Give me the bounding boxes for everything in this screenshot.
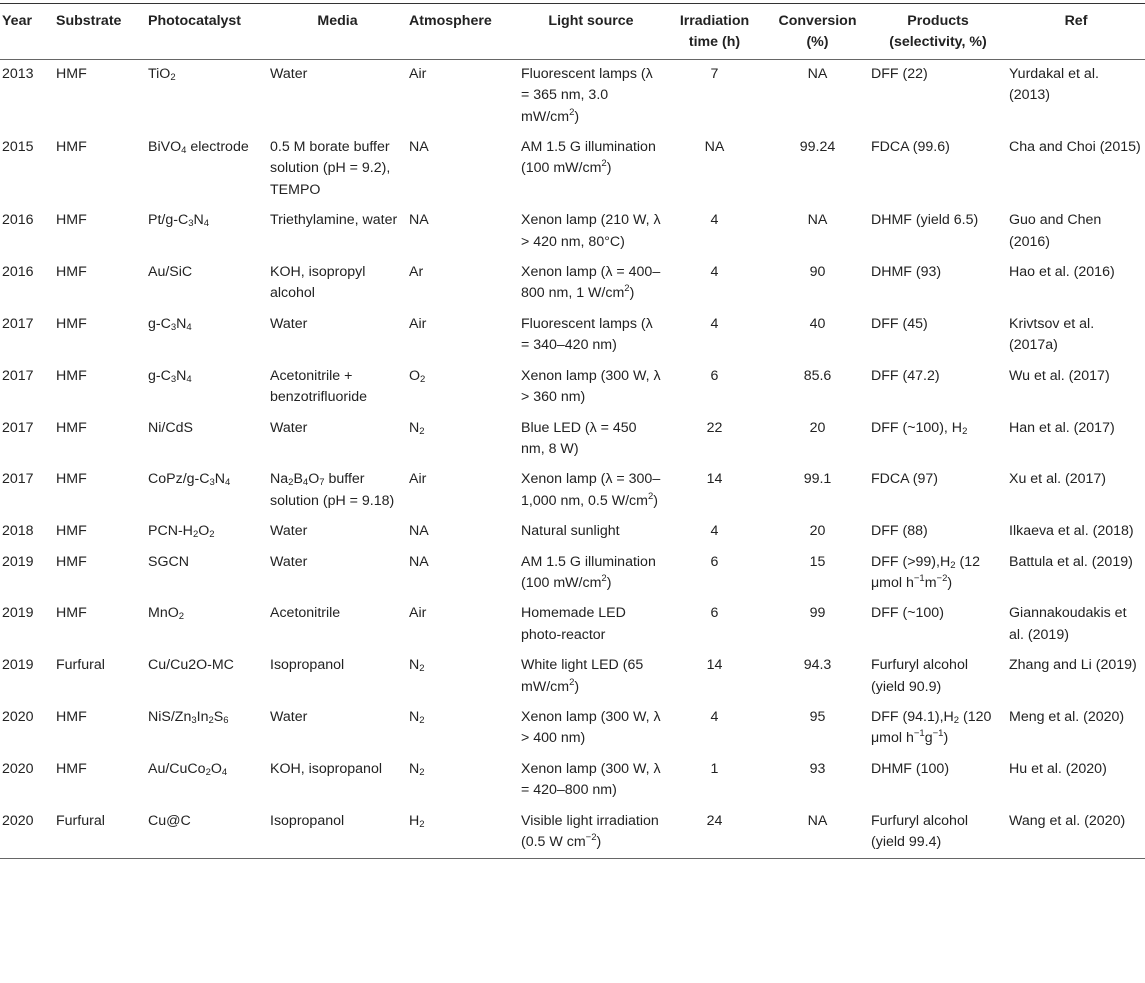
cell-light-source: Xenon lamp (λ = 300–1,000 nm, 0.5 $W/cm^2$) xyxy=(521,471,661,509)
cell-media: KOH, isopropanol xyxy=(270,760,382,777)
cell-conversion: 99.1 xyxy=(803,471,832,488)
cell-products: DHMF (100) xyxy=(871,760,950,777)
cell-products: DHMF (yield 6.5) xyxy=(871,212,979,229)
cell-light-source: AM 1.5 G illumination (100 $mW/cm^2$) xyxy=(521,139,656,177)
cell-substrate: HMF xyxy=(56,553,87,570)
cell-year: 2016 xyxy=(2,264,34,281)
cell-irradiation-time: 6 xyxy=(710,605,719,622)
cell-photocatalyst: MnO$_2$ xyxy=(148,605,185,623)
cell-light-source: Xenon lamp (210 W, λ > 420 nm, 80°C) xyxy=(521,212,661,250)
cell-photocatalyst: $g-C_3N_4$ xyxy=(148,315,192,333)
cell-conversion: 15 xyxy=(809,553,826,570)
cell-substrate: HMF xyxy=(56,212,87,229)
cell-ref: Battula et al. (2019) xyxy=(1009,553,1133,570)
cell-year: 2017 xyxy=(2,471,34,488)
cell-year: 2020 xyxy=(2,812,34,829)
header-row xyxy=(0,4,1145,60)
table-row xyxy=(0,414,1145,466)
header-media: Media xyxy=(317,13,358,29)
cell-irradiation-time: 4 xyxy=(710,212,719,229)
cell-conversion: 99.24 xyxy=(799,139,836,156)
header-year: Year xyxy=(2,13,32,29)
cell-ref: Xu et al. (2017) xyxy=(1009,471,1107,488)
cell-year: 2013 xyxy=(2,65,34,82)
cell-photocatalyst: BiVO$_4$ electrode xyxy=(148,139,249,157)
header-products: Products (selectivity, %) xyxy=(889,13,987,51)
cell-light-source: Xenon lamp (300 W, λ > 400 nm) xyxy=(521,708,661,747)
cell-atmosphere: Ar xyxy=(409,264,424,281)
cell-conversion: NA xyxy=(807,812,828,829)
cell-ref: Hao et al. (2016) xyxy=(1009,264,1115,281)
cell-substrate: HMF xyxy=(56,708,87,725)
cell-ref: Cha and Choi (2015) xyxy=(1009,139,1141,156)
cell-irradiation-time: 6 xyxy=(710,367,719,384)
cell-media: 0.5 M borate buffer solution (pH = 9.2), TEMPO xyxy=(270,139,391,198)
table-row xyxy=(0,465,1145,517)
cell-atmosphere: NA xyxy=(409,139,429,156)
cell-atmosphere: $O_2$ xyxy=(409,367,426,385)
cell-light-source: Visible light irradiation (0.5 W $cm^{-2}$) xyxy=(521,812,659,850)
table-row xyxy=(0,807,1145,859)
cell-year: 2015 xyxy=(2,139,34,156)
cell-conversion: 94.3 xyxy=(803,657,832,674)
table-row xyxy=(0,59,1145,133)
table-row xyxy=(0,206,1145,258)
cell-ref: Han et al. (2017) xyxy=(1009,419,1115,436)
cell-ref: Giannakoudakis et al. (2019) xyxy=(1009,605,1127,643)
header-ref: Ref xyxy=(1064,13,1088,29)
cell-atmosphere: Air xyxy=(409,605,427,622)
cell-light-source: Fluorescent lamps (λ = 365 nm, 3.0 $mW/cm^2$) xyxy=(521,65,653,125)
cell-photocatalyst: Cu@C xyxy=(148,812,191,829)
cell-irradiation-time: 4 xyxy=(710,264,719,281)
cell-atmosphere: $N_2$ xyxy=(409,708,425,726)
cell-substrate: HMF xyxy=(56,139,87,156)
cell-media: Triethylamine, water xyxy=(270,212,398,229)
cell-substrate: HMF xyxy=(56,605,87,622)
cell-substrate: Furfural xyxy=(56,812,105,829)
cell-conversion: 20 xyxy=(809,523,826,540)
cell-media: $Na_2B_4O_7$ buffer solution (pH = 9.18) xyxy=(270,471,395,509)
cell-products: DFF $(94.1),H_2$ (120 μmol $h^{-1}g^{-1}$) xyxy=(871,708,992,747)
cell-media: Water xyxy=(270,419,308,436)
cell-substrate: HMF xyxy=(56,65,87,82)
cell-media: Water xyxy=(270,708,308,725)
cell-light-source: Natural sunlight xyxy=(521,523,620,540)
cell-irradiation-time: 6 xyxy=(710,553,719,570)
cell-products: DFF $(>99),H_2$ (12 μmol $h^{-1}m^{-2}$) xyxy=(871,553,980,591)
cell-atmosphere: Air xyxy=(409,471,427,488)
cell-media: Water xyxy=(270,523,308,540)
cell-conversion: NA xyxy=(807,212,828,229)
cell-light-source: Fluorescent lamps (λ = 340–420 nm) xyxy=(521,315,653,354)
table-row xyxy=(0,651,1145,703)
table-row xyxy=(0,599,1145,651)
table-row xyxy=(0,517,1145,547)
cell-conversion: 40 xyxy=(809,315,826,332)
cell-products: Furfuryl alcohol (yield 90.9) xyxy=(871,657,968,695)
table-row xyxy=(0,258,1145,310)
cell-irradiation-time: NA xyxy=(704,139,725,156)
cell-irradiation-time: 14 xyxy=(706,657,723,674)
cell-substrate: HMF xyxy=(56,760,87,777)
cell-substrate: HMF xyxy=(56,315,87,332)
cell-year: 2016 xyxy=(2,212,34,229)
cell-media: Acetonitrile + benzotrifluoride xyxy=(270,367,368,406)
cell-atmosphere: NA xyxy=(409,523,429,540)
cell-atmosphere: NA xyxy=(409,212,429,229)
cell-year: 2017 xyxy=(2,315,34,332)
cell-products: DFF (47.2) xyxy=(871,367,940,384)
cell-media: KOH, isopropyl alcohol xyxy=(270,264,366,302)
cell-conversion: 20 xyxy=(809,419,826,436)
header-photocatalyst: Photocatalyst xyxy=(148,13,242,29)
cell-conversion: NA xyxy=(807,65,828,82)
cell-photocatalyst: $Au/CuCo_2O_4$ xyxy=(148,760,228,778)
table-row xyxy=(0,133,1145,206)
cell-light-source: AM 1.5 G illumination (100 $mW/cm^2$) xyxy=(521,553,656,591)
cell-substrate: HMF xyxy=(56,419,87,436)
cell-substrate: HMF xyxy=(56,264,87,281)
cell-photocatalyst: Cu/Cu2O-MC xyxy=(148,657,234,674)
table-body xyxy=(0,59,1145,859)
cell-light-source: White light LED (65 $mW/cm^2$) xyxy=(521,657,644,695)
cell-irradiation-time: 4 xyxy=(710,708,719,725)
cell-atmosphere: Air xyxy=(409,65,427,82)
header-atmosphere: Atmosphere xyxy=(409,13,492,29)
cell-irradiation-time: 24 xyxy=(706,812,723,829)
cell-irradiation-time: 7 xyxy=(710,65,719,82)
cell-year: 2020 xyxy=(2,708,34,725)
cell-products: FDCA (99.6) xyxy=(871,139,950,156)
cell-year: 2020 xyxy=(2,760,34,777)
cell-photocatalyst: NiS/$Zn_3In_2S_6$ xyxy=(148,708,229,726)
cell-products: DFF (45) xyxy=(871,315,928,332)
cell-conversion: 99 xyxy=(809,605,826,622)
cell-atmosphere: Air xyxy=(409,315,427,332)
cell-irradiation-time: 1 xyxy=(710,760,719,777)
table-row xyxy=(0,755,1145,807)
cell-ref: Ilkaeva et al. (2018) xyxy=(1009,523,1134,540)
table-row xyxy=(0,310,1145,362)
data-table xyxy=(0,3,1145,859)
cell-atmosphere: $N_2$ xyxy=(409,760,425,778)
cell-irradiation-time: 14 xyxy=(706,471,723,488)
cell-atmosphere: $H_2$ xyxy=(409,812,425,830)
cell-products: Furfuryl alcohol (yield 99.4) xyxy=(871,812,968,850)
cell-light-source: Xenon lamp (300 W, λ = 420–800 nm) xyxy=(521,760,661,799)
table-row xyxy=(0,362,1145,414)
cell-irradiation-time: 4 xyxy=(710,315,719,332)
cell-ref: Krivtsov et al. (2017a) xyxy=(1009,315,1095,354)
cell-conversion: 90 xyxy=(809,264,826,281)
cell-ref: Guo and Chen (2016) xyxy=(1009,212,1102,250)
cell-substrate: Furfural xyxy=(56,657,105,674)
cell-light-source: Xenon lamp (300 W, λ > 360 nm) xyxy=(521,367,661,406)
cell-photocatalyst: TiO$_2$ xyxy=(148,65,176,83)
cell-ref: Hu et al. (2020) xyxy=(1009,760,1107,777)
cell-year: 2018 xyxy=(2,523,34,540)
cell-media: Water xyxy=(270,553,308,570)
header-substrate: Substrate xyxy=(56,13,122,29)
cell-year: 2019 xyxy=(2,657,34,674)
cell-photocatalyst: PCN-$H_2O_2$ xyxy=(148,523,215,541)
cell-photocatalyst: Ni/CdS xyxy=(148,419,193,436)
cell-year: 2019 xyxy=(2,553,34,570)
cell-photocatalyst: $Pt/g-C_3N_4$ xyxy=(148,212,210,230)
cell-year: 2019 xyxy=(2,605,34,622)
cell-conversion: 93 xyxy=(809,760,826,777)
cell-media: Isopropanol xyxy=(270,657,345,674)
cell-media: Isopropanol xyxy=(270,812,345,829)
cell-atmosphere: $N_2$ xyxy=(409,419,425,437)
cell-media: Water xyxy=(270,315,308,332)
cell-photocatalyst: CoPz/$g-C_3N_4$ xyxy=(148,471,231,489)
cell-ref: Meng et al. (2020) xyxy=(1009,708,1125,725)
header-conversion: Conversion (%) xyxy=(778,13,857,51)
cell-products: DHMF (93) xyxy=(871,264,942,281)
cell-conversion: 85.6 xyxy=(803,367,832,384)
cell-media: Acetonitrile xyxy=(270,605,341,622)
cell-light-source: Blue LED (λ = 450 nm, 8 W) xyxy=(521,419,637,457)
cell-substrate: HMF xyxy=(56,367,87,384)
cell-light-source: Xenon lamp (λ = 400–800 nm, 1 $W/cm^2$) xyxy=(521,264,661,302)
cell-substrate: HMF xyxy=(56,523,87,540)
header-irradiation-time: Irradiation time (h) xyxy=(679,13,750,51)
cell-products: FDCA (97) xyxy=(871,471,939,488)
table-row xyxy=(0,548,1145,600)
cell-photocatalyst: $g-C_3N_4$ xyxy=(148,367,192,385)
cell-products: DFF (88) xyxy=(871,523,928,540)
cell-atmosphere: $N_2$ xyxy=(409,657,425,675)
cell-ref: Wang et al. (2020) xyxy=(1009,812,1126,829)
header-light-source: Light source xyxy=(548,13,634,29)
cell-photocatalyst: Au/SiC xyxy=(148,264,193,281)
cell-photocatalyst: SGCN xyxy=(148,553,189,570)
cell-ref: Yurdakal et al. (2013) xyxy=(1009,65,1099,104)
cell-year: 2017 xyxy=(2,367,34,384)
cell-irradiation-time: 4 xyxy=(710,523,719,540)
cell-light-source: Homemade LED photo-reactor xyxy=(521,605,626,643)
cell-atmosphere: NA xyxy=(409,553,429,570)
table-row xyxy=(0,703,1145,755)
cell-products: DFF (~100) xyxy=(871,605,944,622)
cell-ref: Wu et al. (2017) xyxy=(1009,367,1110,384)
cell-media: Water xyxy=(270,65,308,82)
cell-conversion: 95 xyxy=(809,708,826,725)
cell-products: DFF (22) xyxy=(871,65,928,82)
cell-irradiation-time: 22 xyxy=(706,419,723,436)
cell-ref: Zhang and Li (2019) xyxy=(1009,657,1137,674)
cell-products: DFF (~100), $H_2$ xyxy=(871,419,968,437)
cell-substrate: HMF xyxy=(56,471,87,488)
cell-year: 2017 xyxy=(2,419,34,436)
